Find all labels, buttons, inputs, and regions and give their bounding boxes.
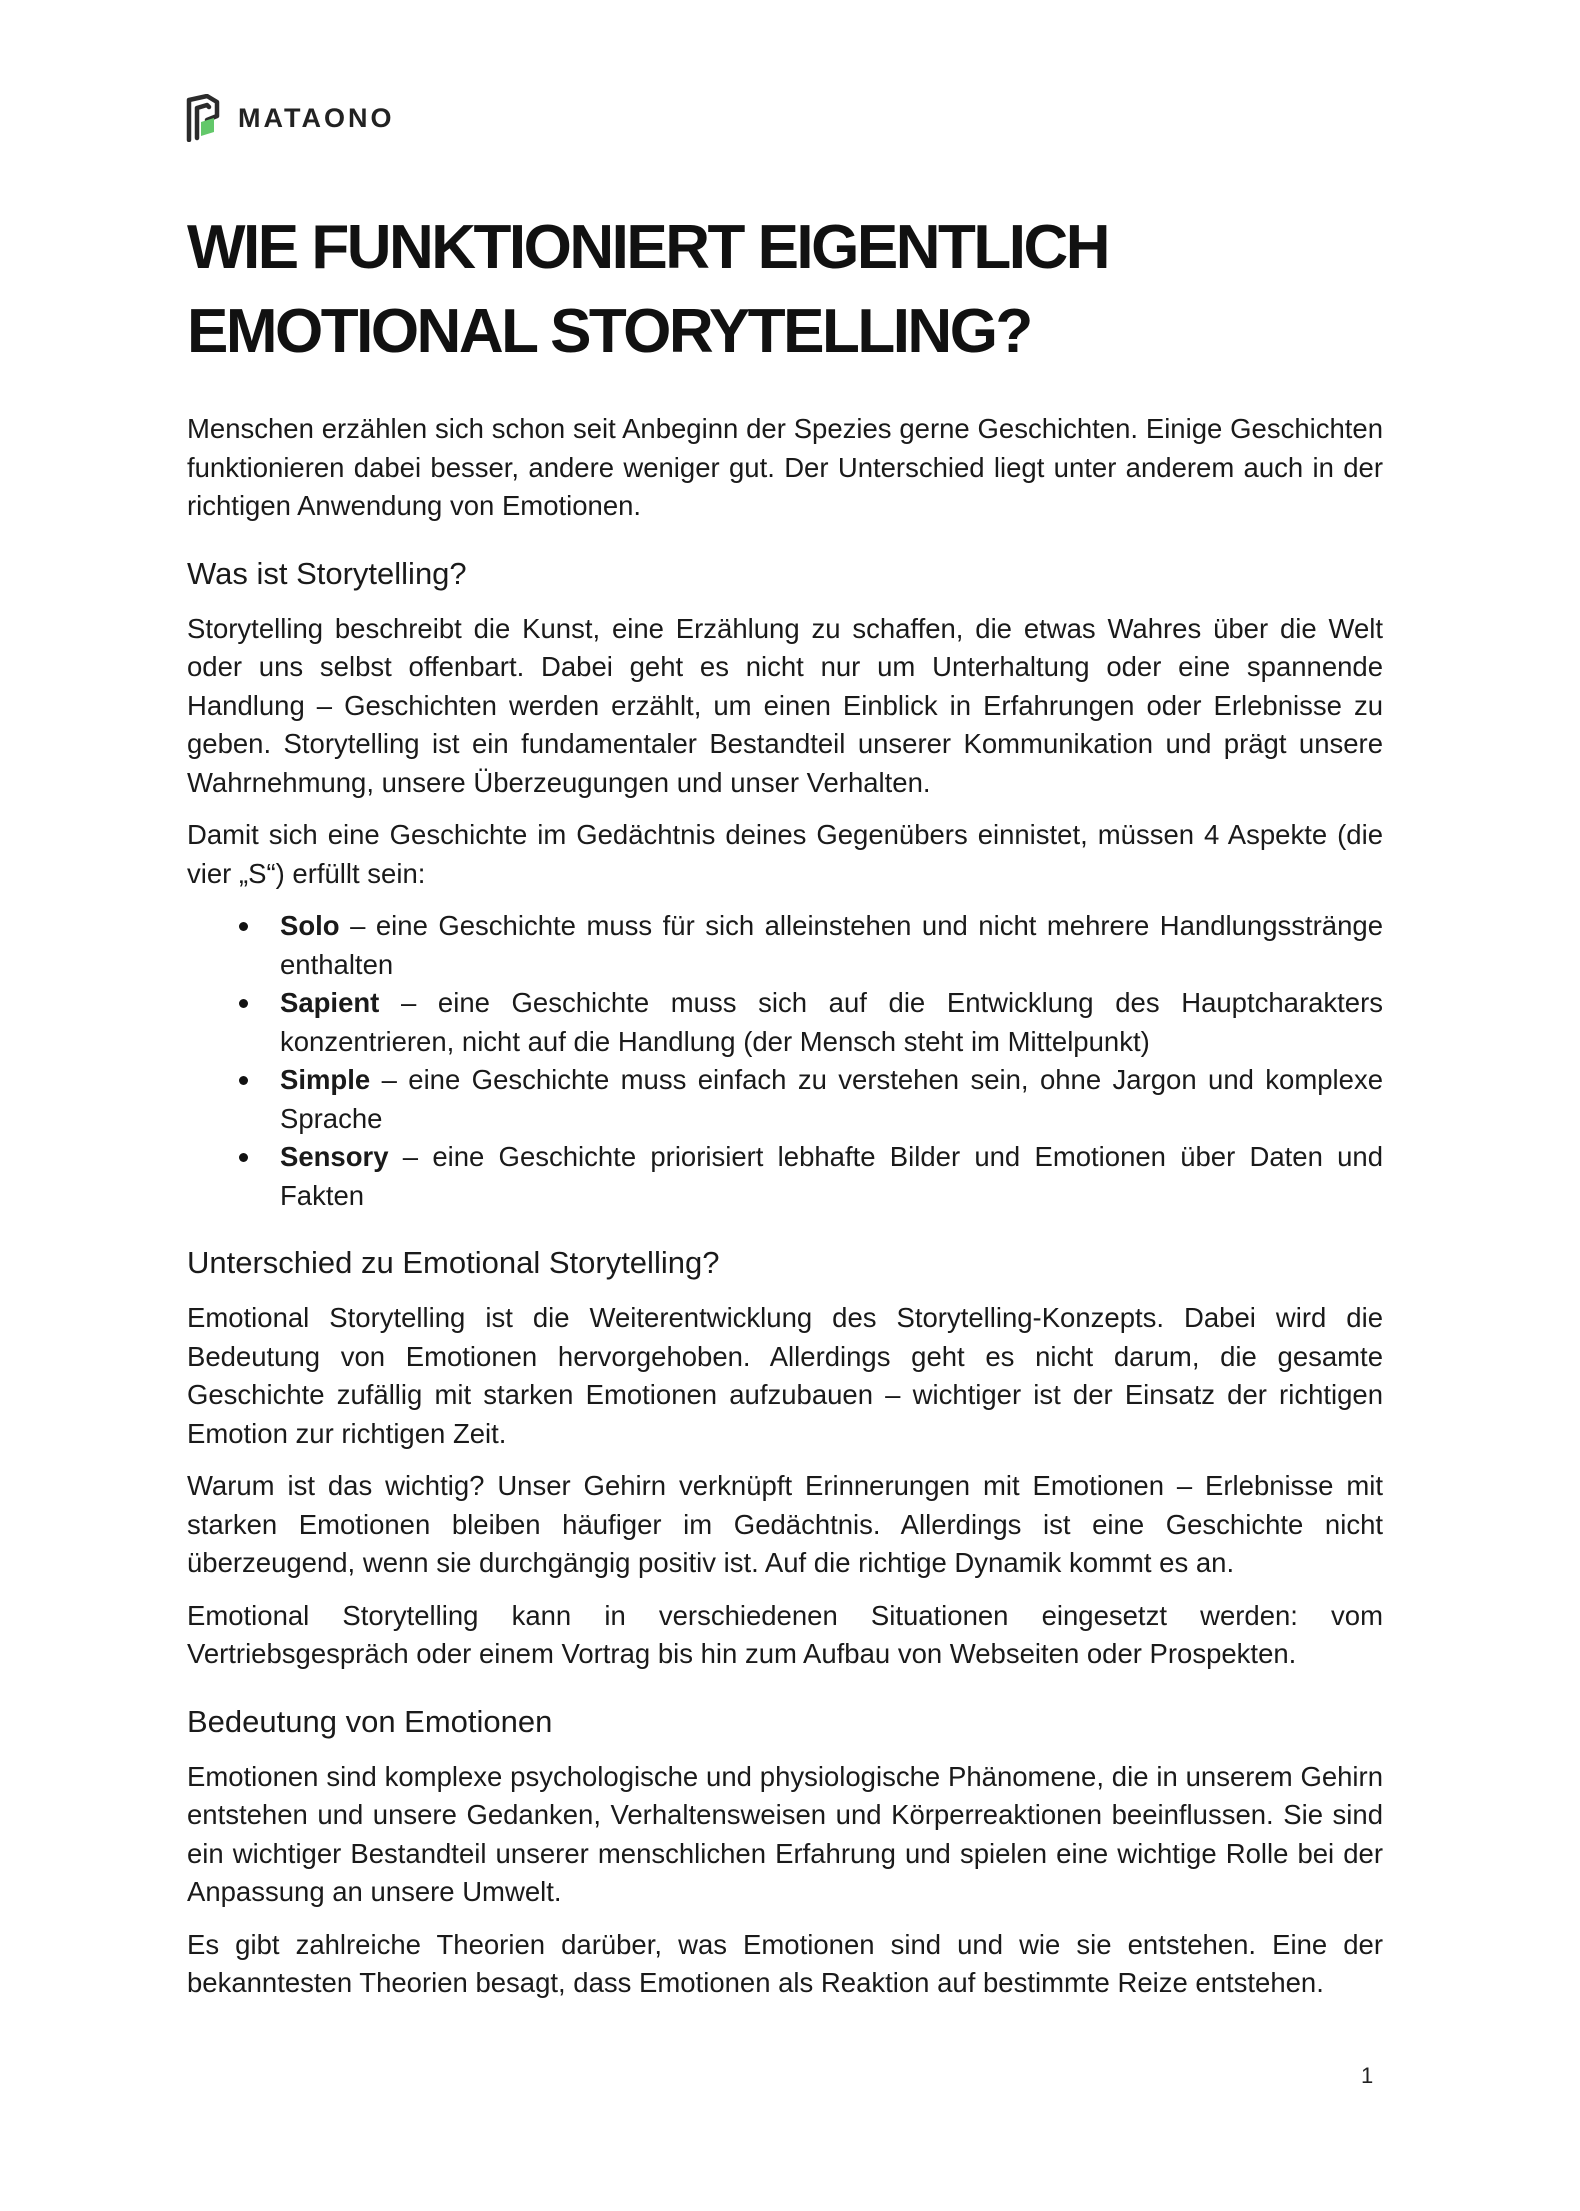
document-body xyxy=(187,206,1383,2017)
paragraph: Emotional Storytelling ist die Weiterentwicklung des Storytelling-Konzepts. Dabei wird die Bedeutung von Emotionen hervorgehoben. Allerdings geht es nicht darum, die gesamte Geschichte zufällig mit starken Emotionen aufzubauen – wichtiger ist der Einsatz der richtigen Emotion zur richtigen Zeit. xyxy=(187,1302,1383,1449)
list-item xyxy=(187,984,1383,1061)
section-heading-storytelling: Was ist Storytelling? xyxy=(187,555,467,591)
list-item xyxy=(187,1138,1383,1215)
list-item xyxy=(187,907,1383,984)
paragraph: Emotional Storytelling kann in verschiedenen Situationen eingesetzt werden: vom Vertriebsgespräch oder einem Vortrag bis hin zum Aufbau von Webseiten oder Prospekten. xyxy=(187,1599,1383,1669)
page-number: 1 xyxy=(1361,2063,1374,2088)
list-item-term: Sapient xyxy=(280,987,380,1018)
paragraph: Es gibt zahlreiche Theorien darüber, was Emotionen sind und wie sie entstehen. Eine der bekanntesten Theorien besagt, dass Emotionen als Reaktion auf bestimmte Reize entstehen. xyxy=(187,1928,1383,1998)
title-line-1: WIE FUNKTIONIERT EIGENTLICH xyxy=(187,213,1109,282)
four-s-list xyxy=(187,907,1383,1215)
list-item-text: – eine Geschichte priorisiert lebhafte Bilder und Emotionen über Daten und Fakten xyxy=(280,1141,1383,1211)
list-item-text: – eine Geschichte muss einfach zu verstehen sein, ohne Jargon und komplexe Sprache xyxy=(280,1064,1383,1134)
bullet-icon xyxy=(239,999,248,1008)
section-heading-emotional-storytelling: Unterschied zu Emotional Storytelling? xyxy=(187,1245,720,1280)
bullet-icon xyxy=(239,1153,248,1162)
paragraph: Damit sich eine Geschichte im Gedächtnis deines Gegenübers einnistet, müssen 4 Aspekte (die vier „S“) erfüllt sein: xyxy=(187,819,1383,889)
list-item-term: Simple xyxy=(280,1064,371,1095)
bullet-icon xyxy=(239,1076,248,1085)
paragraph: Warum ist das wichtig? Unser Gehirn verknüpft Erinnerungen mit Emotionen – Erlebnisse mit starken Emotionen bleiben häufiger im Gedächtnis. Allerdings ist eine Geschichte nicht überzeugend, wenn sie durchgängig positiv ist. Auf die richtige Dynamik kommt es an. xyxy=(187,1470,1383,1578)
list-item-term: Solo xyxy=(280,910,340,941)
list-item xyxy=(187,1061,1383,1138)
mataono-logo-icon xyxy=(186,94,222,142)
section-heading-emotionen: Bedeutung von Emotionen xyxy=(187,1703,553,1739)
list-item-text: – eine Geschichte muss für sich alleinstehen und nicht mehrere Handlungsstränge enthalten xyxy=(280,910,1383,980)
paragraph: Storytelling beschreibt die Kunst, eine Erzählung zu schaffen, die etwas Wahres über die Welt oder uns selbst offenbart. Dabei geht es nicht nur um Unterhaltung oder eine spannende Handlung – Geschichten werden erzählt, um einen Einblick in Erfahrungen oder Erlebnisse zu geben. Storytelling ist ein fundamentaler Bestandteil unserer Kommunikation und prägt unsere Wahrnehmung, unsere Überzeugungen und unser Verhalten. xyxy=(187,612,1383,798)
bullet-icon xyxy=(239,922,248,931)
title-line-2: EMOTIONAL STORYTELLING? xyxy=(187,297,1031,366)
list-item-text: – eine Geschichte muss sich auf die Entwicklung des Hauptcharakters konzentrieren, nicht auf die Handlung (der Mensch steht im Mittelpunkt) xyxy=(280,987,1383,1057)
document-title xyxy=(187,206,1383,374)
brand-name: MATAONO xyxy=(238,102,395,133)
list-item-term: Sensory xyxy=(280,1141,389,1172)
brand-logo xyxy=(186,94,394,142)
intro-paragraph: Menschen erzählen sich schon seit Anbeginn der Spezies gerne Geschichten. Einige Geschichten funktionieren dabei besser, andere weniger gut. Der Unterschied liegt unter anderem auch in der richtigen Anwendung von Emotionen. xyxy=(187,413,1383,521)
paragraph: Emotionen sind komplexe psychologische und physiologische Phänomene, die in unserem Gehirn entstehen und unsere Gedanken, Verhaltensweisen und Körperreaktionen beeinflussen. Sie sind ein wichtiger Bestandteil unserer menschlichen Erfahrung und spielen eine wichtige Rolle bei der Anpassung an unsere Umwelt. xyxy=(187,1760,1383,1907)
